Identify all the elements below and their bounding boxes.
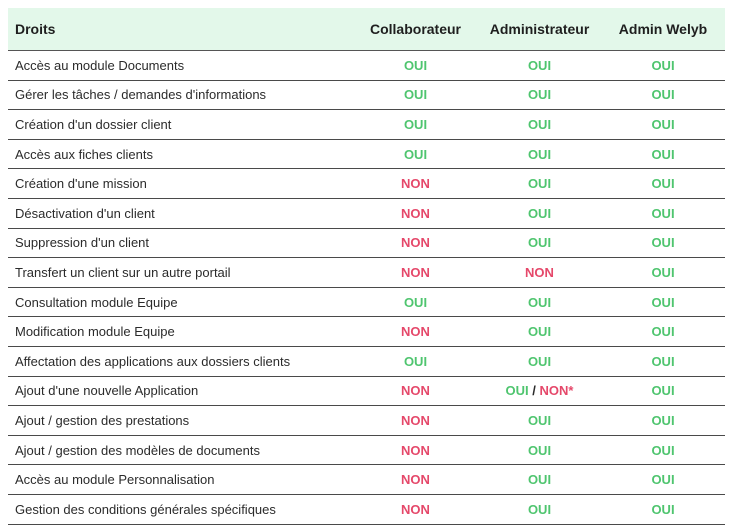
right-label: Gestion des conditions générales spécifiques [8, 494, 353, 524]
table-row [8, 258, 725, 288]
value-administrateur: OUI [478, 317, 601, 347]
right-label: Création d'une mission [8, 169, 353, 199]
value-admin-welyb: OUI [601, 169, 725, 199]
value-administrateur: OUI [478, 465, 601, 495]
table-row [8, 406, 725, 436]
value-admin-welyb: OUI [601, 435, 725, 465]
right-label: Gérer les tâches / demandes d'informations [8, 80, 353, 110]
value-collaborateur: NON [353, 169, 478, 199]
value-administrateur: OUI [478, 139, 601, 169]
right-label: Ajout / gestion des modèles de documents [8, 435, 353, 465]
value-administrateur: OUI [478, 110, 601, 140]
value-collaborateur: NON [353, 376, 478, 406]
table-row [8, 376, 725, 406]
value-admin-welyb: OUI [601, 346, 725, 376]
value-collaborateur: NON [353, 258, 478, 288]
value-admin-welyb: OUI [601, 51, 725, 81]
value-collaborateur: OUI [353, 80, 478, 110]
value-collaborateur: NON [353, 228, 478, 258]
value-admin-welyb: OUI [601, 258, 725, 288]
right-label: Modification module Equipe [8, 317, 353, 347]
right-label: Accès au module Personnalisation [8, 465, 353, 495]
value-collaborateur: OUI [353, 139, 478, 169]
right-label: Ajout / gestion des prestations [8, 406, 353, 436]
value-collaborateur: NON [353, 435, 478, 465]
value-collaborateur: NON [353, 406, 478, 436]
right-label: Affectation des applications aux dossiers clients [8, 346, 353, 376]
table-row [8, 198, 725, 228]
value-collaborateur: OUI [353, 287, 478, 317]
header-administrateur: Administrateur [478, 8, 601, 51]
value-admin-welyb: OUI [601, 287, 725, 317]
value-administrateur: OUI [478, 287, 601, 317]
value-admin-welyb: OUI [601, 139, 725, 169]
header-admin-welyb: Admin Welyb [601, 8, 725, 51]
value-collaborateur: OUI [353, 346, 478, 376]
value-administrateur: OUI [478, 169, 601, 199]
value-oui: OUI [505, 383, 529, 399]
value-collaborateur: OUI [353, 51, 478, 81]
value-administrateur: OUI [478, 228, 601, 258]
table-row [8, 346, 725, 376]
right-label: Suppression d'un client [8, 228, 353, 258]
value-administrateur: OUI [478, 198, 601, 228]
value-collaborateur: NON [353, 465, 478, 495]
value-non: NON* [539, 383, 574, 399]
value-administrateur: OUI [478, 406, 601, 436]
right-label: Création d'un dossier client [8, 110, 353, 140]
rights-table-container [8, 8, 725, 525]
value-collaborateur: NON [353, 494, 478, 524]
table-row [8, 51, 725, 81]
value-admin-welyb: OUI [601, 80, 725, 110]
value-admin-welyb: OUI [601, 465, 725, 495]
value-administrateur: NON [478, 258, 601, 288]
value-administrateur: OUI [478, 494, 601, 524]
right-label: Consultation module Equipe [8, 287, 353, 317]
right-label: Accès au module Documents [8, 51, 353, 81]
table-row [8, 287, 725, 317]
value-separator: / [528, 383, 540, 399]
value-admin-welyb: OUI [601, 406, 725, 436]
table-header [8, 8, 725, 51]
right-label: Désactivation d'un client [8, 198, 353, 228]
table-row [8, 169, 725, 199]
value-collaborateur: NON [353, 198, 478, 228]
rights-table [8, 8, 725, 525]
value-admin-welyb: OUI [601, 317, 725, 347]
table-row [8, 80, 725, 110]
header-row [8, 8, 725, 51]
table-row [8, 139, 725, 169]
header-droits: Droits [8, 8, 353, 51]
header-collaborateur: Collaborateur [353, 8, 478, 51]
value-admin-welyb: OUI [601, 198, 725, 228]
value-admin-welyb: OUI [601, 376, 725, 406]
right-label: Transfert un client sur un autre portail [8, 258, 353, 288]
table-row [8, 228, 725, 258]
value-administrateur: OUI [478, 51, 601, 81]
value-collaborateur: OUI [353, 110, 478, 140]
value-administrateur: OUI [478, 435, 601, 465]
right-label: Ajout d'une nouvelle Application [8, 376, 353, 406]
table-row [8, 435, 725, 465]
table-row [8, 110, 725, 140]
table-row [8, 494, 725, 524]
table-row [8, 317, 725, 347]
value-admin-welyb: OUI [601, 110, 725, 140]
value-admin-welyb: OUI [601, 228, 725, 258]
table-row [8, 465, 725, 495]
table-body [8, 51, 725, 525]
value-admin-welyb: OUI [601, 494, 725, 524]
value-administrateur [478, 376, 601, 406]
value-administrateur: OUI [478, 346, 601, 376]
value-administrateur: OUI [478, 80, 601, 110]
value-collaborateur: NON [353, 317, 478, 347]
right-label: Accès aux fiches clients [8, 139, 353, 169]
